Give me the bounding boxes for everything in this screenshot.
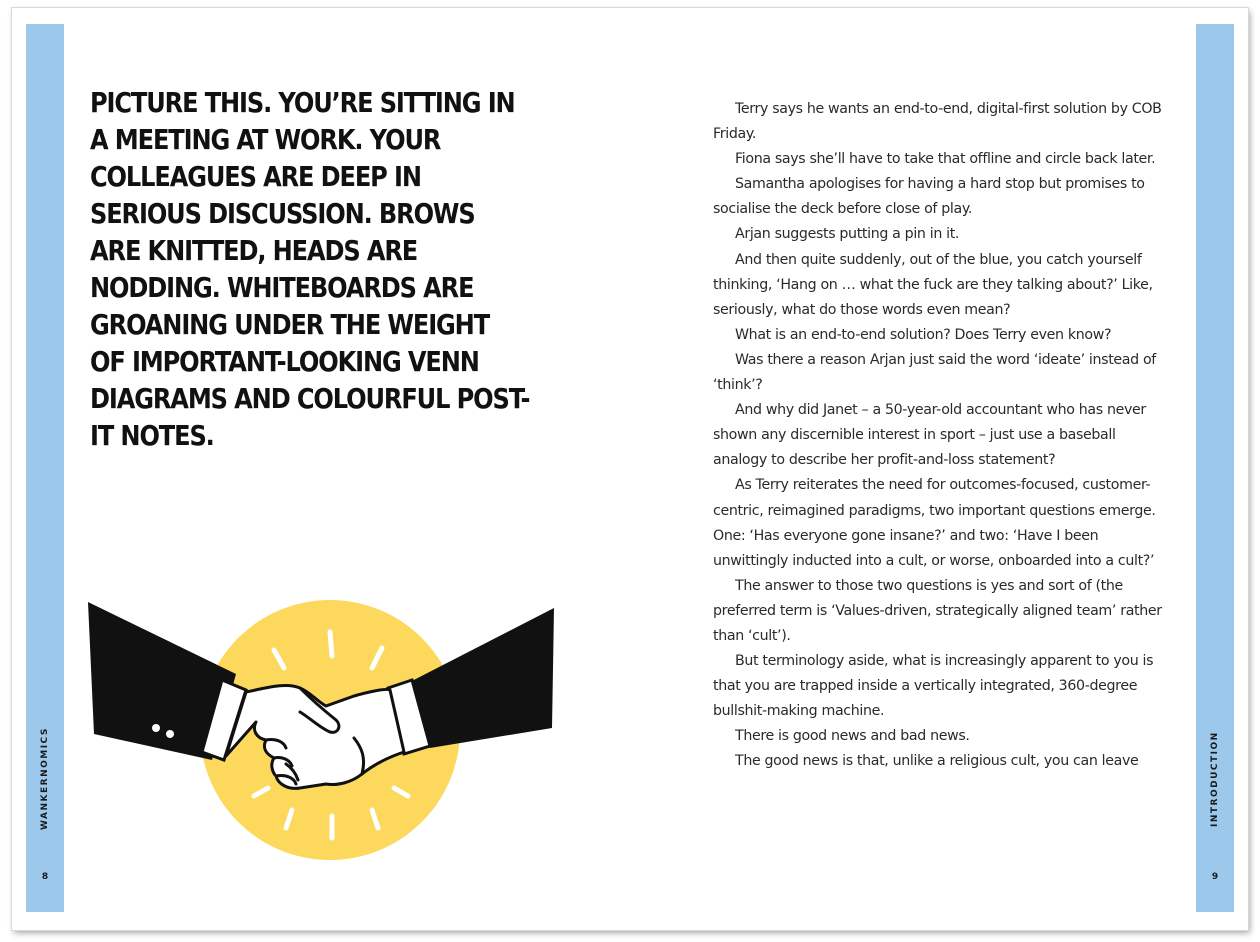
right-margin-stripe: [1196, 24, 1234, 912]
book-spread: [12, 8, 1248, 930]
left-page-number: 8: [41, 872, 49, 882]
left-running-head: WANKERNOMICS: [40, 727, 50, 831]
paragraph: And then quite suddenly, out of the blue, you catch yourself thinking, ‘Hang on … what the fuck are they talking about?’ Like, seriously, what do those words even mean?: [713, 251, 1153, 318]
right-page-number: 9: [1211, 872, 1219, 882]
body-text: [713, 97, 1173, 775]
left-margin-stripe: [26, 24, 64, 912]
paragraph: And why did Janet – a 50-year-old accountant who has never shown any discernible interest in sport – just use a baseball analogy to describe her profit-and-loss statement?: [713, 402, 1146, 469]
paragraph: Arjan suggests putting a pin in it.: [735, 226, 960, 243]
paragraph: Fiona says she’ll have to take that offline and circle back later.: [735, 151, 1156, 168]
paragraph: Was there a reason Arjan just said the word ‘ideate’ instead of ‘think’?: [713, 351, 1156, 394]
paragraph: There is good news and bad news.: [735, 728, 970, 745]
right-running-head: INTRODUCTION: [1210, 731, 1220, 827]
paragraph: Samantha apologises for having a hard stop but promises to socialise the deck before close of play.: [713, 176, 1145, 218]
handshake-icon: [86, 588, 556, 888]
paragraph: As Terry reiterates the need for outcomes-focused, customer-centric, reimagined paradigms, two important questions emerge. One: ‘Has everyone gone insane?’ and two: ‘Have I been unwittingly inducted into a cult, or worse, onboarded into a cult?’: [713, 477, 1156, 569]
paragraph: What is an end-to-end solution? Does Terry even know?: [735, 326, 1112, 343]
paragraph: The answer to those two questions is yes and sort of (the preferred term is ‘Values-driven, strategically aligned team’ rather than ‘cult’).: [713, 577, 1162, 644]
paragraph: The good news is that, unlike a religious cult, you can leave: [735, 753, 1139, 770]
paragraph: Terry says he wants an end-to-end, digital-first solution by COB Friday.: [713, 101, 1162, 143]
pull-quote-headline: PICTURE THIS. YOU’RE SITTING IN A MEETING AT WORK. YOUR COLLEAGUES ARE DEEP IN SERIOUS DISCUSSION. BROWS ARE KNITTED, HEADS ARE NODDING. WHITEBOARDS ARE GROANING UNDER THE WEIGHT OF IMPORTANT-LOOKING VENN DIAGRAMS AND COLOURFUL POST-IT NOTES.: [90, 86, 530, 452]
paragraph: But terminology aside, what is increasingly apparent to you is that you are trapped inside a vertically integrated, 360-degree bullshit-making machine.: [713, 653, 1154, 720]
